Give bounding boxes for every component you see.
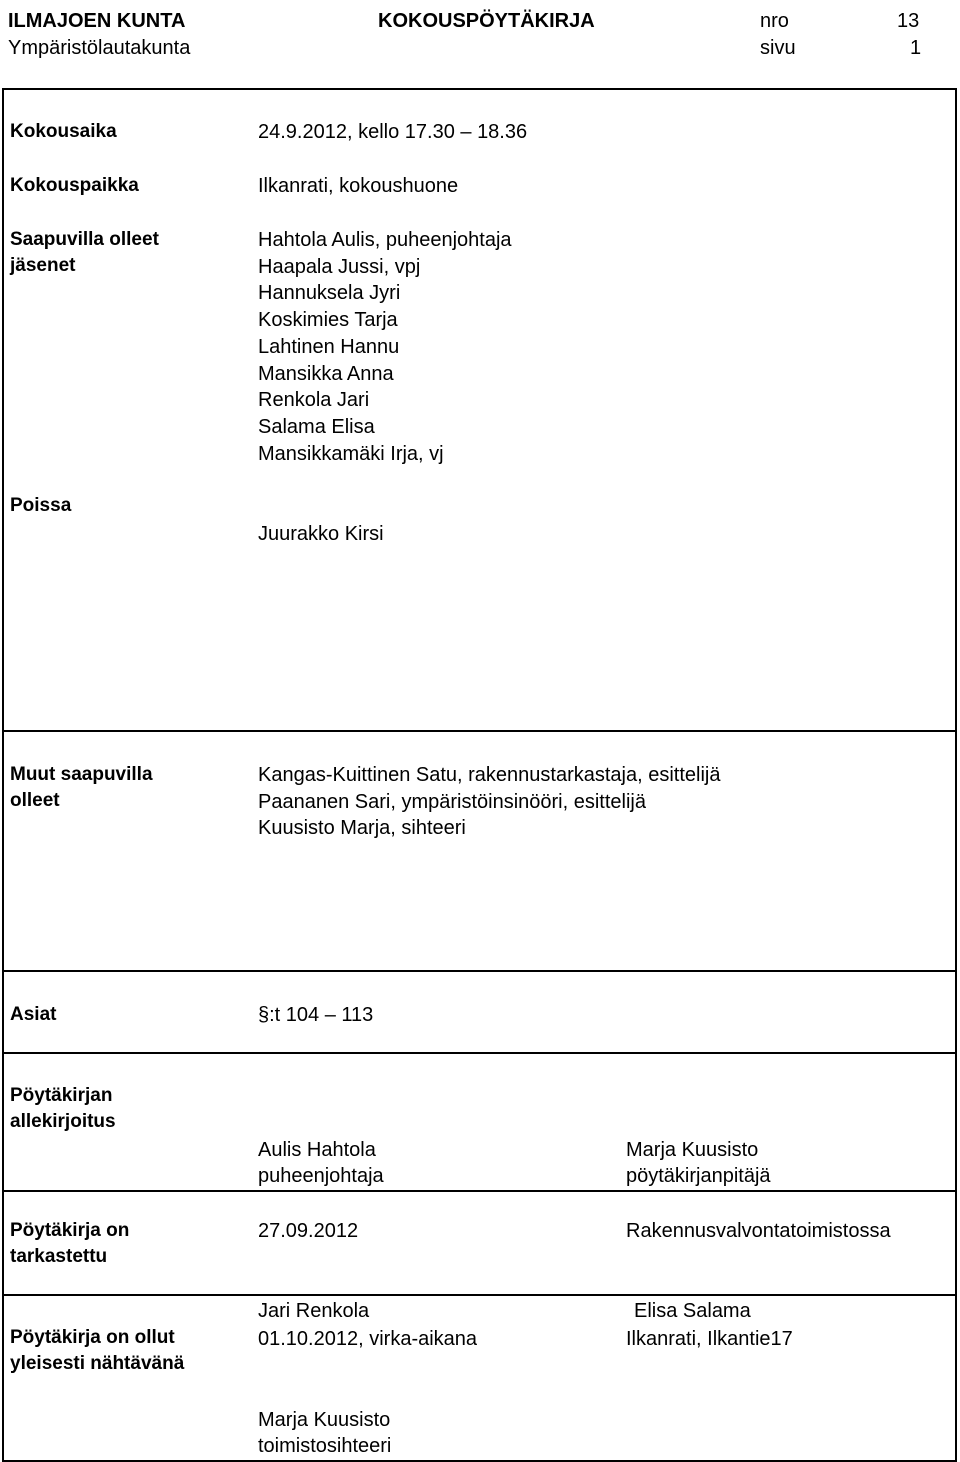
public-place: Ilkanrati, Ilkantie17 [626,1328,793,1350]
sivu-value: 1 [910,37,922,59]
nro-value: 13 [897,10,920,32]
list-item: Hahtola Aulis, puheenjohtaja [258,229,512,251]
signature-label: Pöytäkirjan allekirjoitus [10,1085,116,1132]
list-item: Renkola Jari [258,389,370,412]
list-item: Kangas-Kuittinen Satu, rakennustarkastaja, esittelijä [258,764,721,786]
section-divider [2,730,957,732]
list-item: Hannuksela Jyri [258,282,401,305]
public-display-label: Pöytäkirja on ollut yleisesti nähtävänä [10,1327,185,1374]
meeting-place-label: Kokouspaikka [10,175,139,196]
section-divider [2,1052,957,1054]
section-divider [2,1294,957,1296]
list-item: Koskimies Tarja [258,309,398,332]
members-list [258,227,512,467]
review-place: Rakennusvalvontatoimistossa [626,1220,891,1242]
certifier-name: Marja Kuusisto [258,1409,391,1431]
others-present-label: Muut saapuvilla olleet [10,764,153,811]
meeting-time-value: 24.9.2012, kello 17.30 – 18.36 [258,121,528,143]
org-name: ILMAJOEN KUNTA [8,10,186,32]
committee-name: Ympäristölautakunta [8,37,191,59]
secretary-name: Marja Kuusisto [626,1139,759,1161]
list-item: Kuusisto Marja, sihteeri [258,817,466,840]
public-date: 01.10.2012, virka-aikana [258,1328,478,1350]
section-divider [2,1190,957,1192]
certifier-role: toimistosihteeri [258,1435,392,1457]
list-item: Mansikkamäki Irja, vj [258,442,444,465]
present-members-label: Saapuvilla olleet jäsenet [10,229,159,276]
meeting-time-label: Kokousaika [10,121,117,142]
list-item: Haapala Jussi, vpj [258,255,421,278]
section-divider [2,970,957,972]
list-item: Lahtinen Hannu [258,335,400,358]
reviewer-2: Elisa Salama [634,1300,751,1322]
sivu-label: sivu [760,37,796,59]
chair-name: Aulis Hahtola [258,1139,376,1161]
secretary-role: pöytäkirjanpitäjä [626,1165,771,1187]
chair-role: puheenjohtaja [258,1165,384,1187]
absent-label: Poissa [10,495,72,516]
items-label: Asiat [10,1004,57,1025]
list-item: Paananen Sari, ympäristöinsinööri, esittelijä [258,790,646,813]
meeting-place-value: Ilkanrati, kokoushuone [258,175,459,197]
others-list [258,762,721,842]
absent-value: Juurakko Kirsi [258,523,384,545]
review-label: Pöytäkirja on tarkastettu [10,1220,130,1267]
chair-signature [258,1137,384,1189]
items-value: §:t 104 – 113 [258,1004,374,1026]
review-date: 27.09.2012 [258,1220,359,1242]
nro-label: nro [760,10,789,32]
secretary-signature [626,1137,771,1189]
list-item: Salama Elisa [258,415,375,438]
reviewer-1: Jari Renkola [258,1300,370,1322]
list-item: Mansikka Anna [258,362,394,385]
certifier [258,1407,391,1459]
document-type: KOKOUSPÖYTÄKIRJA [378,10,595,32]
